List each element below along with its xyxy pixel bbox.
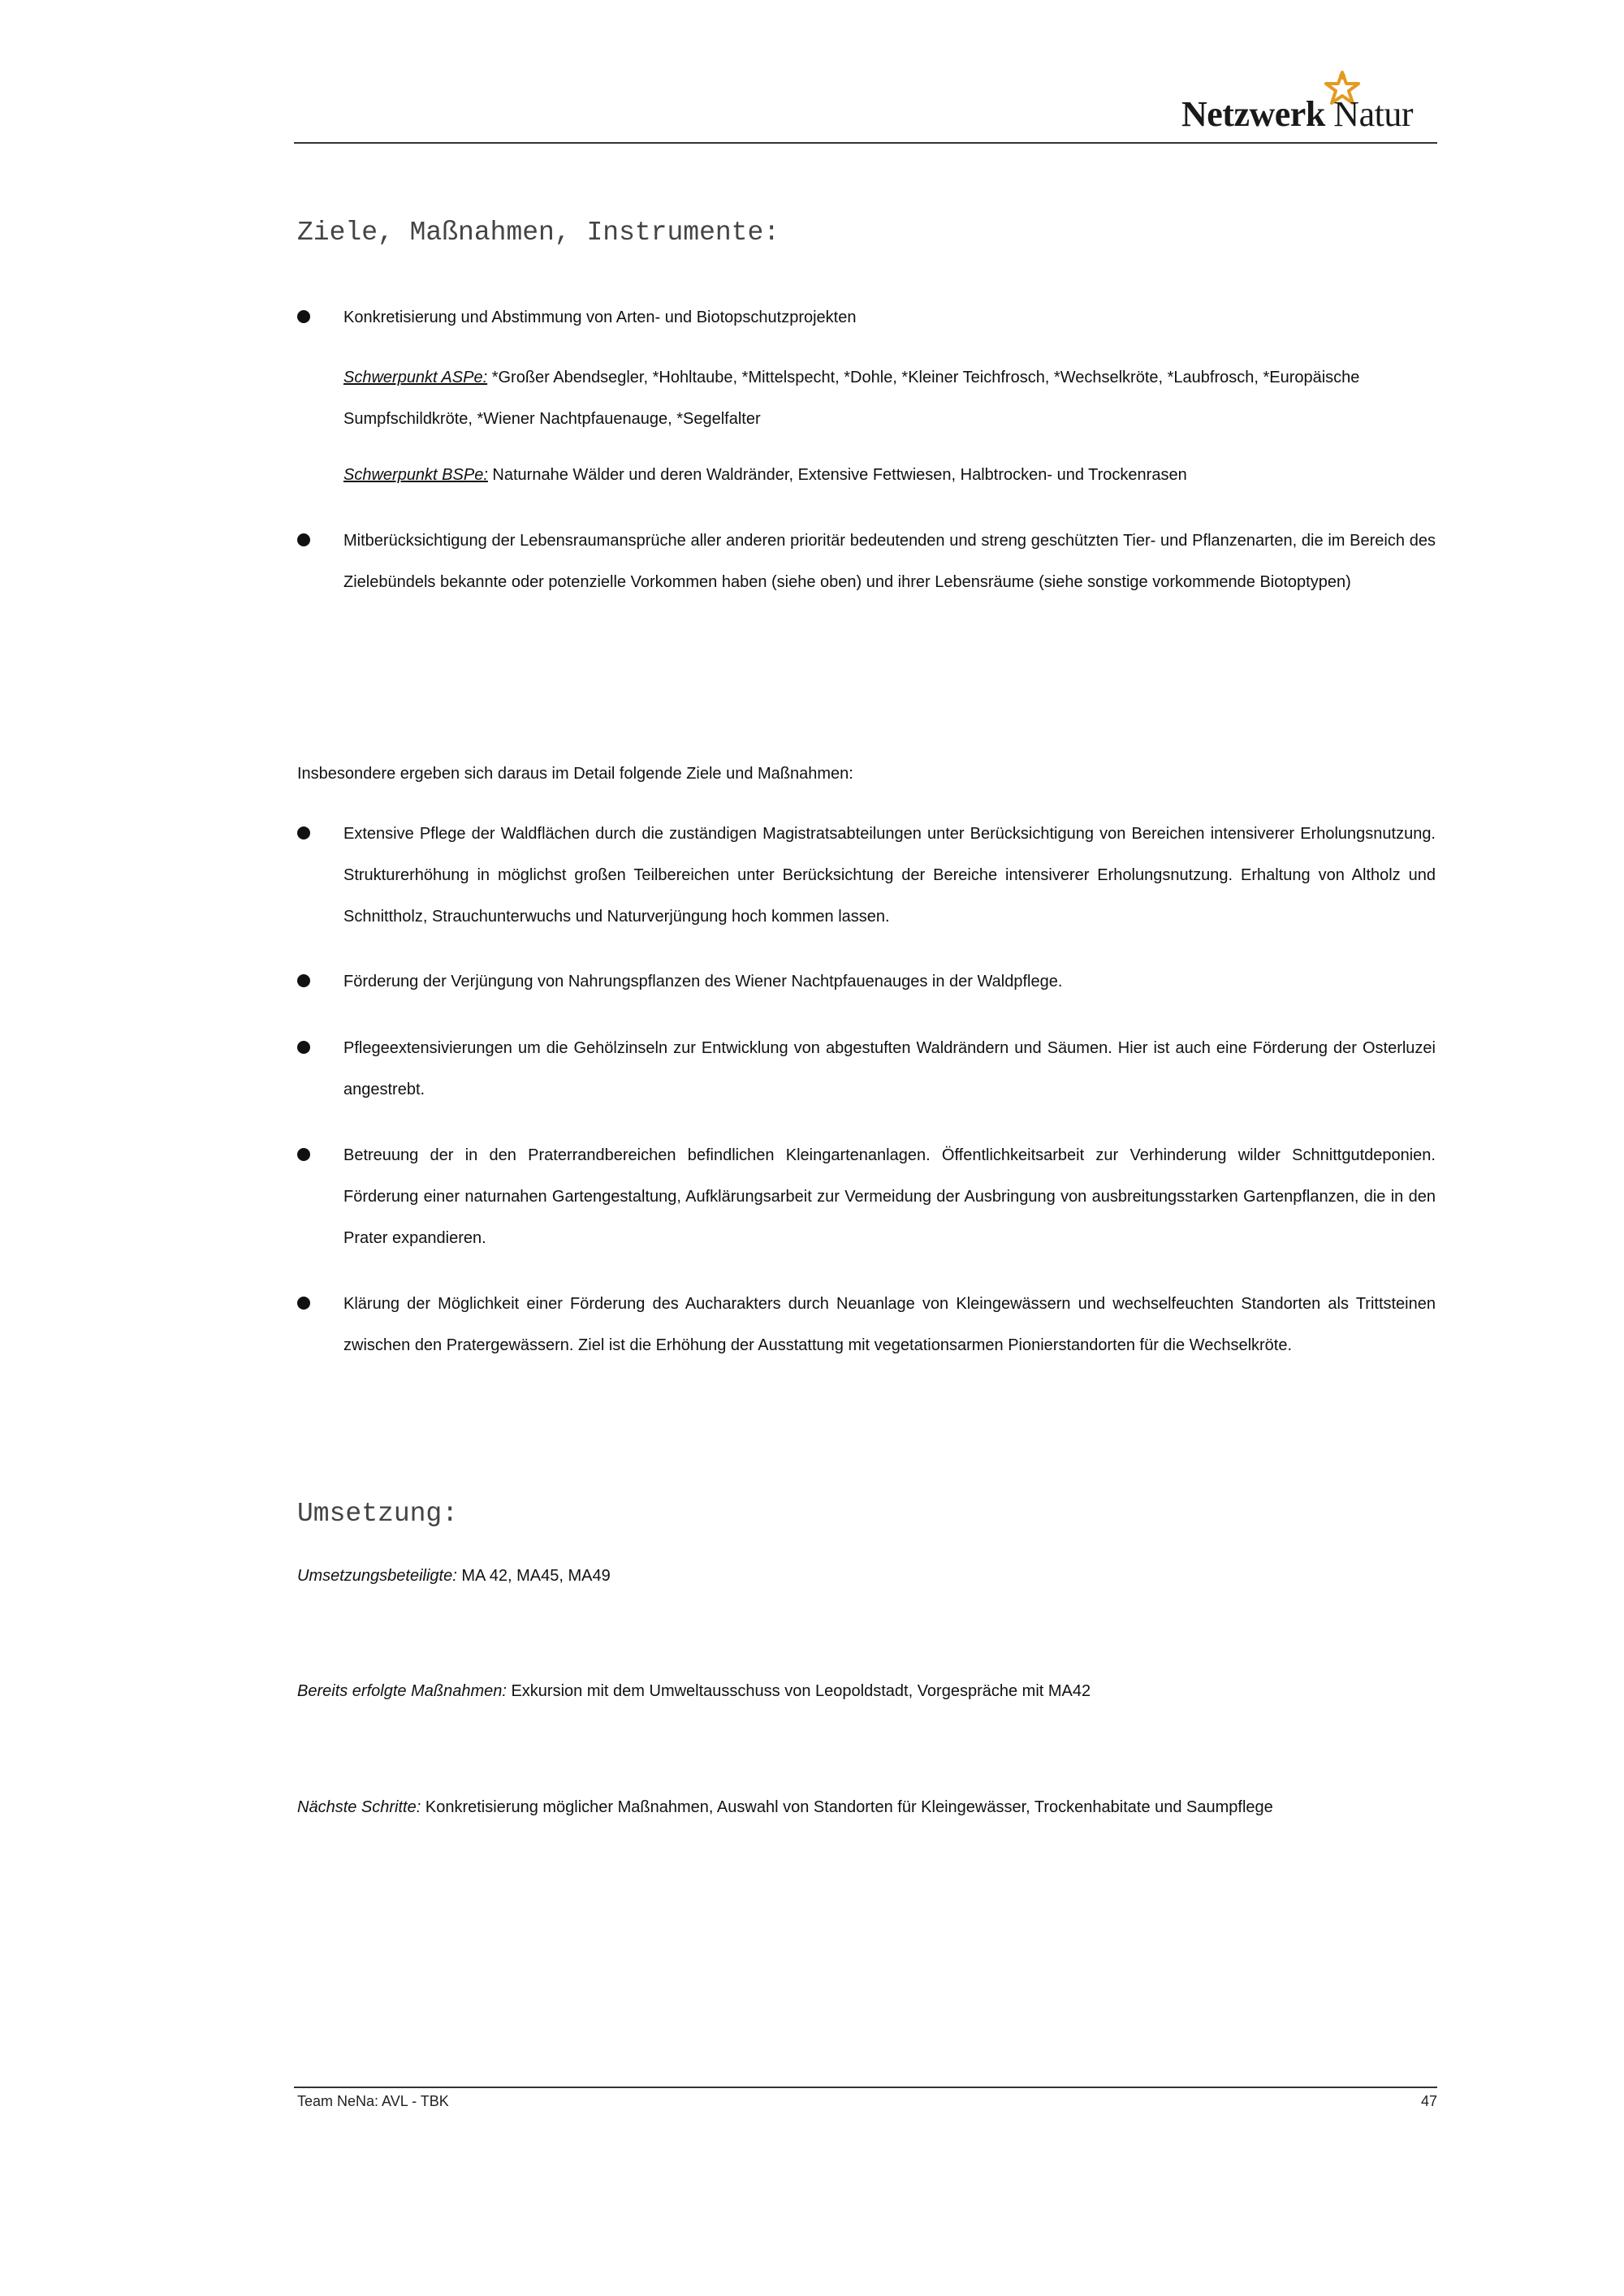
section-title-umsetzung: Umsetzung:: [297, 1499, 459, 1529]
logo-regular: Natur: [1333, 94, 1413, 134]
list-item: Betreuung der in den Praterrandbereichen befindlichen Kleingartenanlagen. Öffentlichkeitsarbeit zur Verhinderung wilder Schnittgutdeponien. Förderung einer naturnahen Gartengestaltung, Aufklärungsarbeit zur Vermeidung der Ausbringung von ausbreitungsstarken Gartenpflanzen, die in den Prater expandieren.: [343, 1146, 1436, 1247]
page-number: 47: [1420, 2093, 1437, 2109]
schritte-text: Konkretisierung möglicher Maßnahmen, Auswahl von Standorten für Kleingewässer, Trockenhabitate und Saumpflege: [421, 1798, 1273, 1816]
beteiligte-line: [297, 1556, 1434, 1597]
list-item: Pflegeextensivierungen um die Gehölzinseln zur Entwicklung von abgestuften Waldrändern und Säumen. Hier ist auch eine Förderung der Osterluzei angestrebt.: [343, 1039, 1436, 1098]
schritte-label: Nächste Schritte:: [297, 1798, 421, 1816]
aspe-paragraph: [343, 357, 1436, 440]
bullet-dot: [297, 826, 310, 839]
bullet-text-konkretisierung: Konkretisierung und Abstimmung von Arten- und Biotopschutzprojekten: [343, 309, 857, 326]
bspe-label: Schwerpunkt BSPe:: [343, 466, 488, 484]
bullet-dot: [297, 533, 310, 546]
aspe-label: Schwerpunkt ASPe:: [343, 369, 488, 386]
list-item: Klärung der Möglichkeit einer Förderung des Aucharakters durch Neuanlage von Kleingewässern und wechselfeuchten Standorten als Trittsteinen zwischen den Pratergewässern. Ziel ist die Erhöhung der Ausstattung mit vegetationsarmen Pionierstandorten für die Wechselkröte.: [343, 1295, 1436, 1354]
bullet-dot: [297, 1148, 310, 1161]
aspe-text: *Großer Abendsegler, *Hohltaube, *Mittelspecht, *Dohle, *Kleiner Teichfrosch, *Wechselkröte, *Laubfrosch, *Europäische Sumpfschildkröte, *Wiener Nachtpfauenauge, *Segelfalter: [343, 369, 1360, 428]
beteiligte-text: MA 42, MA45, MA49: [456, 1567, 611, 1585]
schritte-line: [297, 1787, 1434, 1828]
erfolgt-label: Bereits erfolgte Maßnahmen:: [297, 1682, 507, 1700]
bullet-text-mitberuecksichtigung: Mitberücksichtigung der Lebensraumansprüche aller anderen prioritär bedeutenden und streng geschützten Tier- und Pflanzenarten, die im Bereich des Zielebündels bekannte oder potenzielle Vorkommen haben (siehe oben) und ihrer Lebensräume (siehe sonstige vorkommende Biotoptypen): [343, 532, 1436, 591]
erfolgt-line: [297, 1671, 1434, 1712]
header-rule: [294, 142, 1437, 144]
list-item: Förderung der Verjüngung von Nahrungspflanzen des Wiener Nachtpfauenauges in der Waldpflege.: [343, 973, 1063, 990]
bspe-text: Naturnahe Wälder und deren Waldränder, Extensive Fettwiesen, Halbtrocken- und Trockenrasen: [487, 466, 1187, 484]
logo-text: [1181, 93, 1413, 135]
bspe-paragraph: [343, 455, 1436, 496]
erfolgt-text: Exkursion mit dem Umweltausschuss von Leopoldstadt, Vorgespräche mit MA42: [506, 1682, 1091, 1700]
footer-rule: [294, 2087, 1437, 2088]
footer-team: Team NeNa: AVL - TBK: [297, 2093, 449, 2109]
beteiligte-label: Umsetzungsbeteiligte:: [297, 1567, 457, 1585]
list-item: Extensive Pflege der Waldflächen durch die zuständigen Magistratsabteilungen unter Berücksichtigung von Bereichen intensiverer Erholungsnutzung. Strukturerhöhung in möglichst großen Teilbereichen unter Berücksichtung der Bereiche intensiverer Erholungsnutzung. Erhaltung von Altholz und Schnittholz, Strauchunterwuchs und Naturverjüngung hoch kommen lassen.: [343, 825, 1436, 926]
section-title-ziele: Ziele, Maßnahmen, Instrumente:: [297, 218, 780, 248]
intro-paragraph: Insbesondere ergeben sich daraus im Detail folgende Ziele und Maßnahmen:: [297, 765, 853, 783]
logo-bold: Netzwerk: [1181, 94, 1325, 134]
bullet-dot: [297, 1041, 310, 1054]
bullet-dot: [297, 1297, 310, 1310]
netzwerk-natur-logo: [1181, 69, 1425, 142]
bullet-dot: [297, 310, 310, 323]
bullet-dot: [297, 974, 310, 987]
